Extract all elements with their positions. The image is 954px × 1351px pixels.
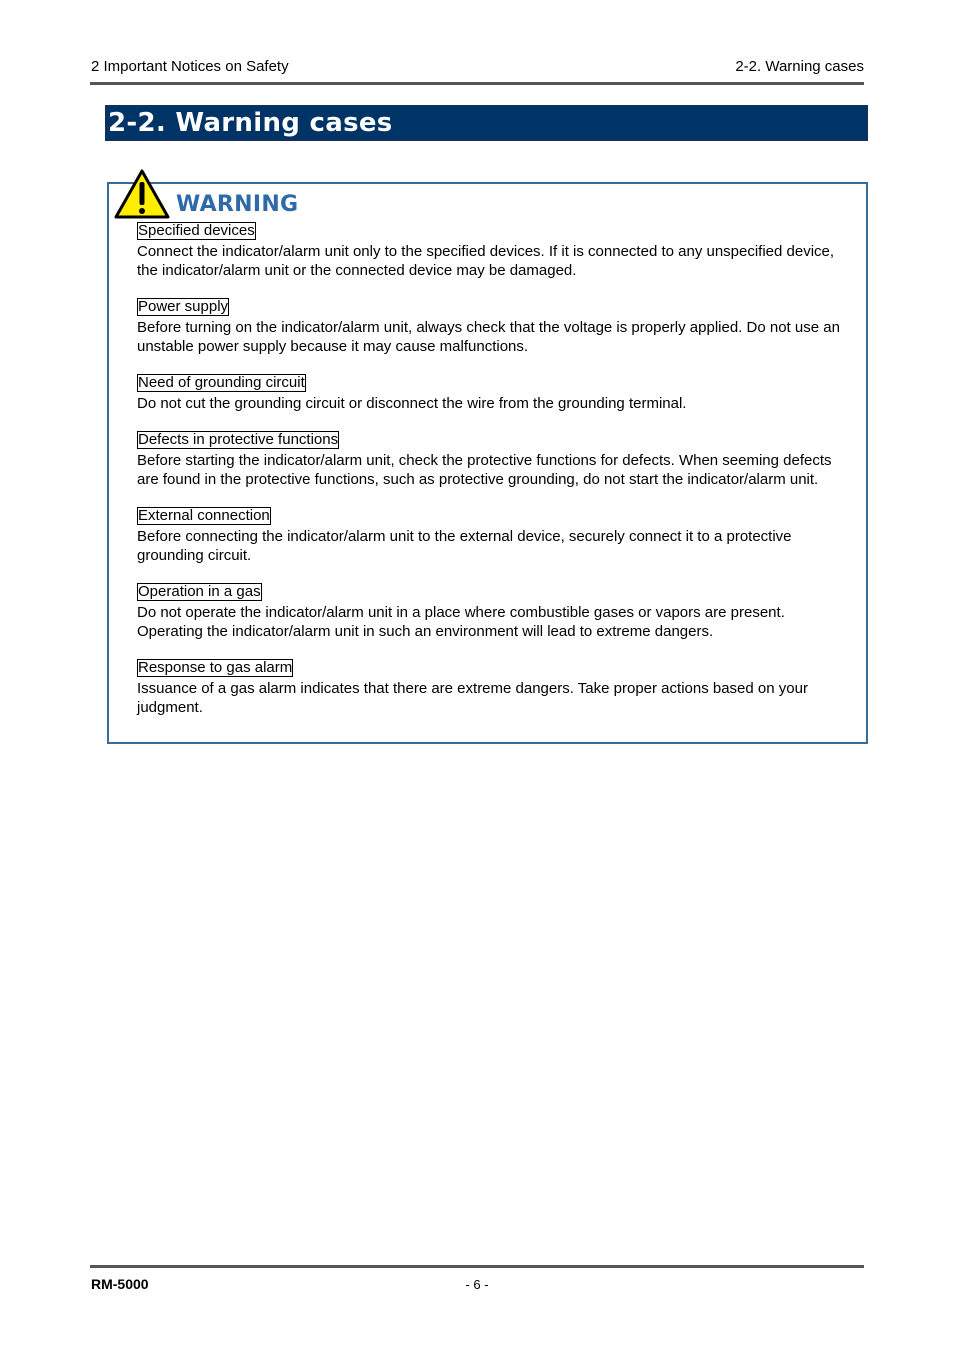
warning-item-title: External connection	[138, 507, 270, 524]
warning-item-text: Before connecting the indicator/alarm unit to the external device, securely connect it to a protective grounding circuit.	[137, 528, 792, 564]
warning-sections	[137, 222, 847, 735]
warning-item	[137, 222, 847, 280]
warning-item-text: Connect the indicator/alarm unit only to the specified devices. If it is connected to any unspecified device, the indicator/alarm unit or the connected device may be damaged.	[137, 243, 835, 279]
warning-item	[137, 298, 847, 356]
warning-item	[137, 659, 847, 717]
page-title: 2-2. Warning cases	[108, 108, 393, 138]
warning-item-title: Need of grounding circuit	[138, 374, 305, 391]
warning-item-text: Do not cut the grounding circuit or disconnect the wire from the grounding terminal.	[137, 395, 687, 412]
warning-label: WARNING	[176, 192, 299, 217]
warning-item-text: Issuance of a gas alarm indicates that there are extreme dangers. Take proper actions based on your judgment.	[137, 680, 808, 716]
header-section: 2-2. Warning cases	[735, 58, 864, 75]
header-divider	[90, 82, 864, 85]
header-chapter: 2 Important Notices on Safety	[91, 58, 289, 75]
warning-item-title: Power supply	[138, 298, 229, 315]
warning-item-text: Before turning on the indicator/alarm unit, always check that the voltage is properly applied. Do not use an unstable power supply because it may cause malfunctions.	[137, 319, 840, 355]
warning-item-text: Before starting the indicator/alarm unit, check the protective functions for defects. When seeming defects are found in the protective functions, such as protective grounding, do not start the indicator/alarm unit.	[137, 452, 832, 488]
footer-divider	[90, 1265, 864, 1268]
warning-item-title: Specified devices	[138, 222, 255, 239]
warning-item-title: Operation in a gas	[138, 583, 261, 600]
warning-item	[137, 583, 847, 641]
section-title-bar	[105, 105, 868, 141]
warning-triangle-icon	[114, 168, 170, 220]
warning-item	[137, 431, 847, 489]
warning-item-title: Defects in protective functions	[138, 431, 339, 448]
warning-item-text: Do not operate the indicator/alarm unit in a place where combustible gases or vapors are present. Operating the indicator/alarm unit in such an environment will lead to extreme dangers.	[137, 604, 785, 640]
page-number: - 6 -	[465, 1277, 489, 1292]
warning-item	[137, 374, 847, 413]
footer-model: RM-5000	[91, 1276, 149, 1292]
warning-item	[137, 507, 847, 565]
warning-item-title: Response to gas alarm	[138, 659, 293, 676]
